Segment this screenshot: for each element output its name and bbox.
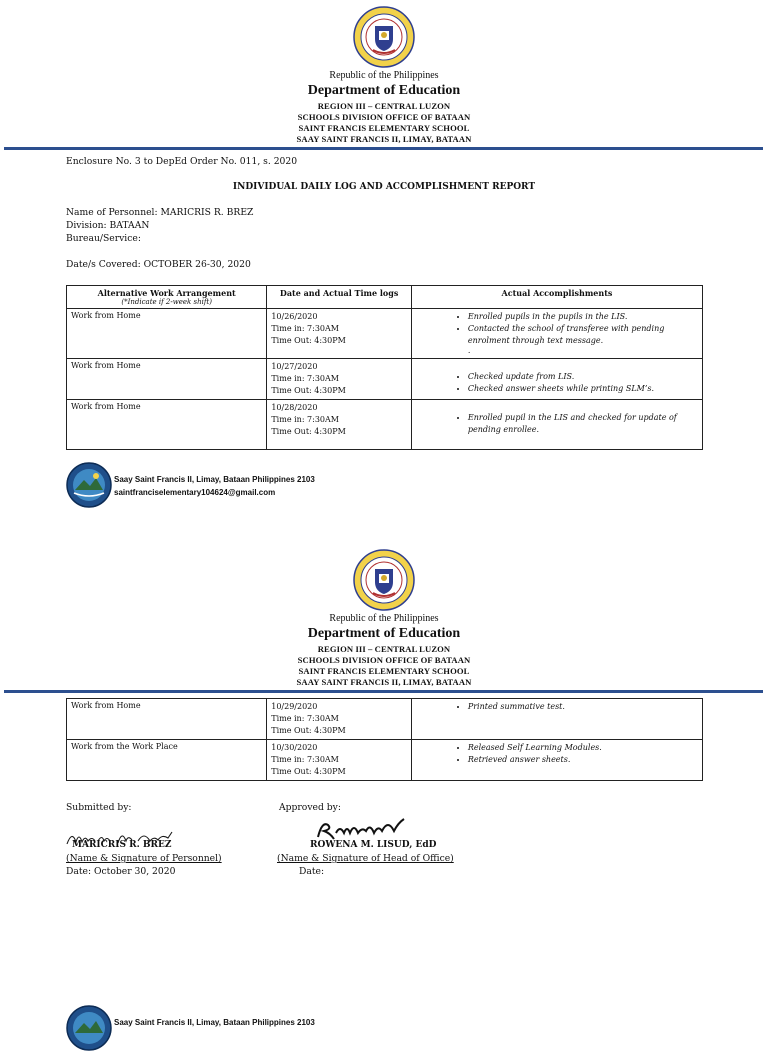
time-in: Time in: 7:30AM xyxy=(271,324,339,333)
date-cell xyxy=(267,359,412,400)
date-cell xyxy=(267,400,412,450)
list-item: • Released Self Learning Modules. xyxy=(468,742,698,754)
personnel-name-signature: MARICRIS R. BREZ xyxy=(72,840,172,850)
republic-label: Republic of the Philippines xyxy=(329,70,439,81)
time-out: Time Out: 4:30PM xyxy=(271,336,346,345)
time-in: Time in: 7:30AM xyxy=(271,374,339,383)
arrangement-cell: Work from Home xyxy=(67,400,267,450)
col-header-accomplishments: Actual Accomplishments xyxy=(411,286,702,309)
log-date: 10/26/2020 xyxy=(271,312,318,321)
footer-email: saintfranciselementary104624@gmail.com xyxy=(114,488,276,497)
log-date: 10/27/2020 xyxy=(271,362,318,371)
trailing-mark: . xyxy=(467,346,471,355)
address-label: SAAY SAINT FRANCIS II, LIMAY, BATAAN xyxy=(296,677,472,687)
submitted-by-label: Submitted by: xyxy=(66,802,132,813)
bureau-line: Bureau/Service: xyxy=(66,233,141,244)
deped-seal-icon xyxy=(353,549,415,611)
col-header-date: Date and Actual Time logs xyxy=(267,286,412,309)
table-row xyxy=(67,699,703,740)
list-item: • Enrolled pupil in the LIS and checked for update of pending enrollee. xyxy=(468,412,698,436)
department-title: Department of Education xyxy=(307,83,461,98)
log-date: 10/30/2020 xyxy=(271,743,318,752)
list-item: • Checked update from LIS. xyxy=(468,371,698,383)
head-caption: (Name & Signature of Head of Office) xyxy=(277,853,454,864)
accomplishments-cell xyxy=(411,699,702,740)
head-date: Date: xyxy=(299,866,325,877)
header-rule xyxy=(4,147,763,150)
time-in: Time in: 7:30AM xyxy=(271,415,339,424)
col-header-arrangement xyxy=(67,286,267,309)
personnel-date: Date: October 30, 2020 xyxy=(66,866,176,877)
time-out: Time Out: 4:30PM xyxy=(271,726,346,735)
list-item: • Checked answer sheets while printing SLM’s. xyxy=(468,383,698,395)
division-office-label: SCHOOLS DIVISION OFFICE OF BATAAN xyxy=(297,655,471,665)
daily-log-table xyxy=(66,285,703,450)
enclosure-text: Enclosure No. 3 to DepEd Order No. 011, s. 2020 xyxy=(66,156,298,167)
head-name-signature: ROWENA M. LISUD, EdD xyxy=(310,840,437,850)
school-label: SAINT FRANCIS ELEMENTARY SCHOOL xyxy=(298,123,470,133)
footer-address: Saay Saint Francis II, Limay, Bataan Philippines 2103 xyxy=(114,475,315,484)
school-logo-icon xyxy=(66,1005,112,1051)
accomplishments-cell xyxy=(411,359,702,400)
date-cell xyxy=(267,309,412,359)
arrangement-cell: Work from Home xyxy=(67,699,267,740)
list-item: • Enrolled pupils in the pupils in the LIS. xyxy=(468,311,698,323)
date-cell xyxy=(267,740,412,781)
table-header-row xyxy=(67,286,703,309)
list-item: • Contacted the school of transferee with pending enrolment through text message. xyxy=(468,323,698,347)
col-header-arrangement-label: Alternative Work Arrangement xyxy=(97,288,236,298)
address-label: SAAY SAINT FRANCIS II, LIMAY, BATAAN xyxy=(296,134,472,144)
region-label: REGION III – CENTRAL LUZON xyxy=(317,101,451,111)
col-header-arrangement-note: (*Indicate if 2-week shift) xyxy=(121,298,212,306)
header-rule xyxy=(4,690,763,693)
table-row xyxy=(67,359,703,400)
personnel-caption: (Name & Signature of Personnel) xyxy=(66,853,222,864)
log-date: 10/28/2020 xyxy=(271,403,318,412)
personnel-name: Name of Personnel: MARICRIS R. BREZ xyxy=(66,207,254,218)
time-out: Time Out: 4:30PM xyxy=(271,767,346,776)
arrangement-cell: Work from Home xyxy=(67,309,267,359)
time-in: Time in: 7:30AM xyxy=(271,714,339,723)
arrangement-cell: Work from Home xyxy=(67,359,267,400)
republic-label: Republic of the Philippines xyxy=(329,613,439,624)
list-item: • Retrieved answer sheets. xyxy=(468,754,698,766)
table-row xyxy=(67,400,703,450)
accomplishments-cell xyxy=(411,309,702,359)
time-out: Time Out: 4:30PM xyxy=(271,386,346,395)
school-label: SAINT FRANCIS ELEMENTARY SCHOOL xyxy=(298,666,470,676)
daily-log-table-continued xyxy=(66,698,703,781)
arrangement-cell: Work from the Work Place xyxy=(67,740,267,781)
time-in: Time in: 7:30AM xyxy=(271,755,339,764)
accomplishments-cell xyxy=(411,740,702,781)
approved-by-label: Approved by: xyxy=(279,802,341,813)
school-logo-icon xyxy=(66,462,112,508)
list-item: • Printed summative test. xyxy=(468,701,698,713)
time-out: Time Out: 4:30PM xyxy=(271,427,346,436)
department-title: Department of Education xyxy=(307,626,461,641)
table-row xyxy=(67,740,703,781)
footer-address: Saay Saint Francis II, Limay, Bataan Philippines 2103 xyxy=(114,1018,315,1027)
report-title: INDIVIDUAL DAILY LOG AND ACCOMPLISHMENT REPORT xyxy=(232,182,536,192)
region-label: REGION III – CENTRAL LUZON xyxy=(317,644,451,654)
division-office-label: SCHOOLS DIVISION OFFICE OF BATAAN xyxy=(297,112,471,122)
accomplishments-cell xyxy=(411,400,702,450)
table-row xyxy=(67,309,703,359)
deped-seal-icon xyxy=(353,6,415,68)
log-date: 10/29/2020 xyxy=(271,702,318,711)
date-cell xyxy=(267,699,412,740)
division-line: Division: BATAAN xyxy=(66,220,150,231)
dates-covered: Date/s Covered: OCTOBER 26-30, 2020 xyxy=(66,259,251,270)
